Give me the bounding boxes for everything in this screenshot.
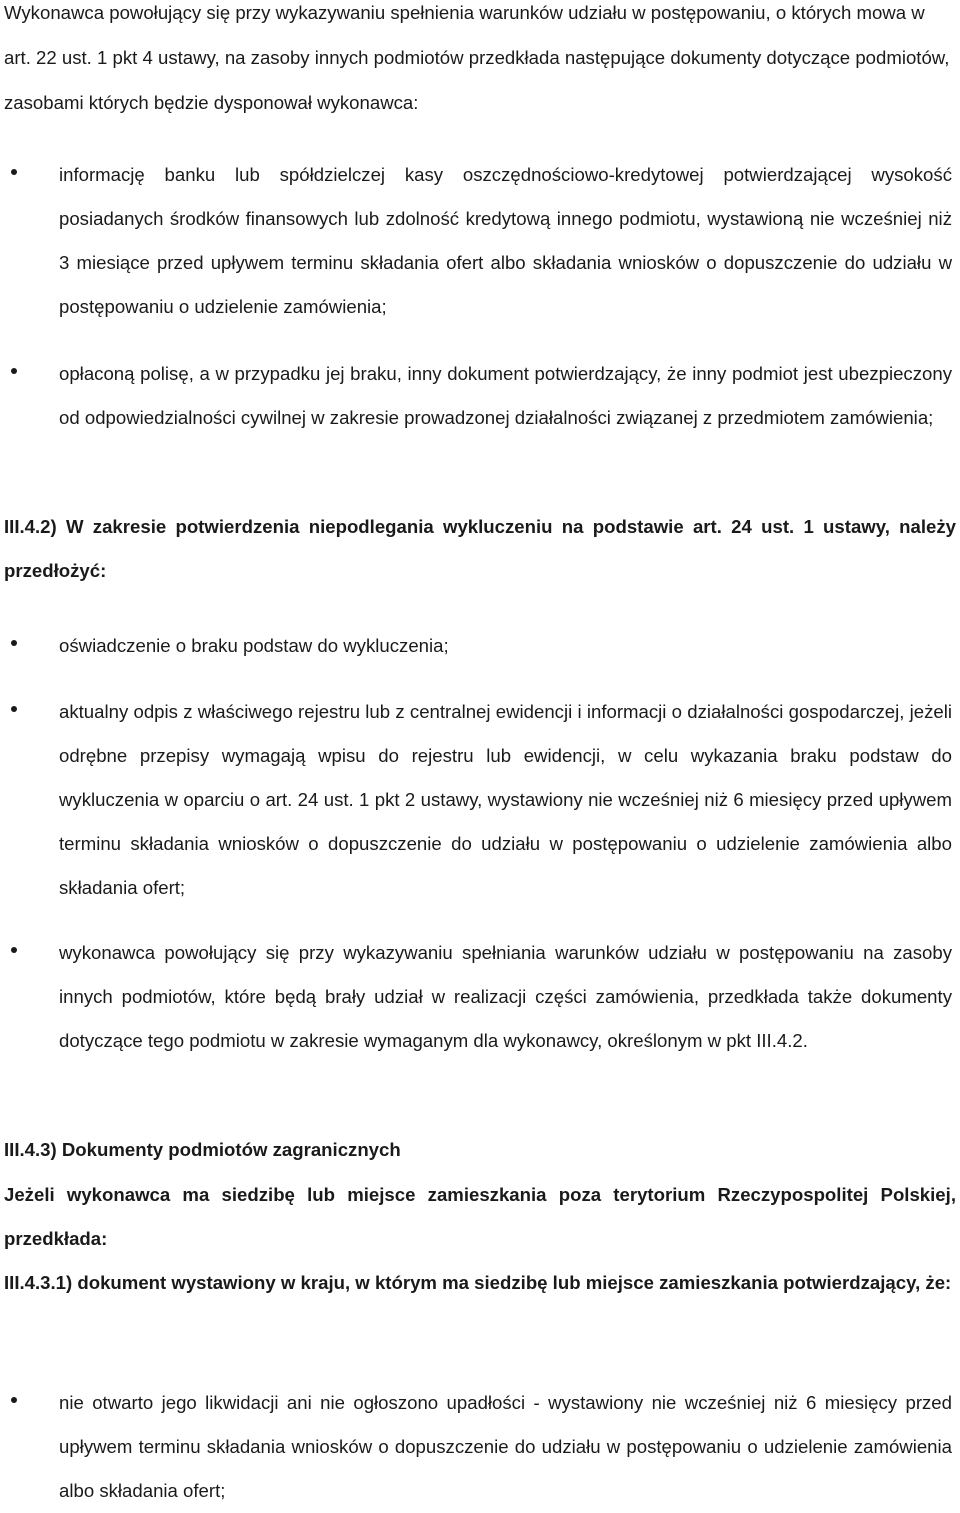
list-item-text: nie otwarto jego likwidacji ani nie ogłoszono upadłości - wystawiony nie wcześniej niż 6 miesięcy przed upływem terminu składania wniosków o dopuszczenie do udziału w postępowaniu o udzielenie zamówienia albo składania ofert; [59, 1392, 952, 1501]
list-item-text: opłaconą polisę, a w przypadku jej braku, inny dokument potwierdzający, że inny podmiot jest ubezpieczony od odpowiedzialności cywilnej w zakresie prowadzonej działalności związanej z przedmiotem zamówienia; [59, 363, 952, 428]
list-item-text: wykonawca powołujący się przy wykazywaniu spełniania warunków udziału w postępowaniu na zasoby innych podmiotów, które będą brały udział w realizacji części zamówienia, przedkłada także dokumenty dotyczące tego podmiotu w zakresie wymaganym dla wykonawcy, określonym w pkt III.4.2. [59, 942, 952, 1051]
bullet-icon [11, 368, 17, 374]
bullet-icon [11, 169, 17, 175]
list-item [59, 1381, 952, 1513]
section-heading-iii-4-3: III.4.3) Dokumenty podmiotów zagranicznych [4, 1139, 401, 1160]
list-item [59, 931, 952, 1063]
list-item [59, 690, 952, 910]
list-item [59, 624, 952, 668]
list-item-text: aktualny odpis z właściwego rejestru lub z centralnej ewidencji i informacji o działalności gospodarczej, jeżeli odrębne przepisy wymagają wpisu do rejestru lub ewidencji, w celu wykazania braku podstaw do wykluczenia w oparciu o art. 24 ust. 1 pkt 2 ustawy, wystawiony nie wcześniej niż 6 miesięcy przed upływem terminu składania wniosków o dopuszczenie do udziału w postępowaniu o udzielenie zamówienia albo składania ofert; [59, 701, 952, 898]
list-item-text: oświadczenie o braku podstaw do wykluczenia; [59, 635, 449, 656]
list-item-text: informację banku lub spółdzielczej kasy oszczędnościowo-kredytowej potwierdzającej wysokość posiadanych środków finansowych lub zdolność kredytową innego podmiotu, wystawioną nie wcześniej niż 3 miesiące przed upływem terminu składania ofert albo składania wniosków o dopuszczenie do udziału w postępowaniu o udzielenie zamówienia; [59, 164, 952, 317]
intro-paragraph: Wykonawca powołujący się przy wykazywaniu spełnienia warunków udziału w postępowaniu, o których mowa w art. 22 ust. 1 pkt 4 ustawy, na zasoby innych podmiotów przedkłada następujące dokumenty dotyczące podmiotów, zasobami których będzie dysponował wykonawca: [4, 2, 950, 113]
section-heading-iii-4-2: III.4.2) W zakresie potwierdzenia niepodlegania wykluczeniu na podstawie art. 24 ust. 1 ustawy, należy przedłożyć: [4, 516, 956, 581]
bullet-icon [11, 706, 17, 712]
list-item [59, 352, 952, 440]
bullet-icon [11, 640, 17, 646]
section-heading-iii-4-3-1: III.4.3.1) dokument wystawiony w kraju, w którym ma siedzibę lub miejsce zamieszkania potwierdzający, że: [4, 1272, 952, 1293]
section-subheading-foreign: Jeżeli wykonawca ma siedzibę lub miejsce zamieszkania poza terytorium Rzeczypospolitej Polskiej, przedkłada: [4, 1184, 956, 1249]
bullet-icon [11, 947, 17, 953]
list-item [59, 153, 952, 329]
bullet-icon [11, 1397, 17, 1403]
